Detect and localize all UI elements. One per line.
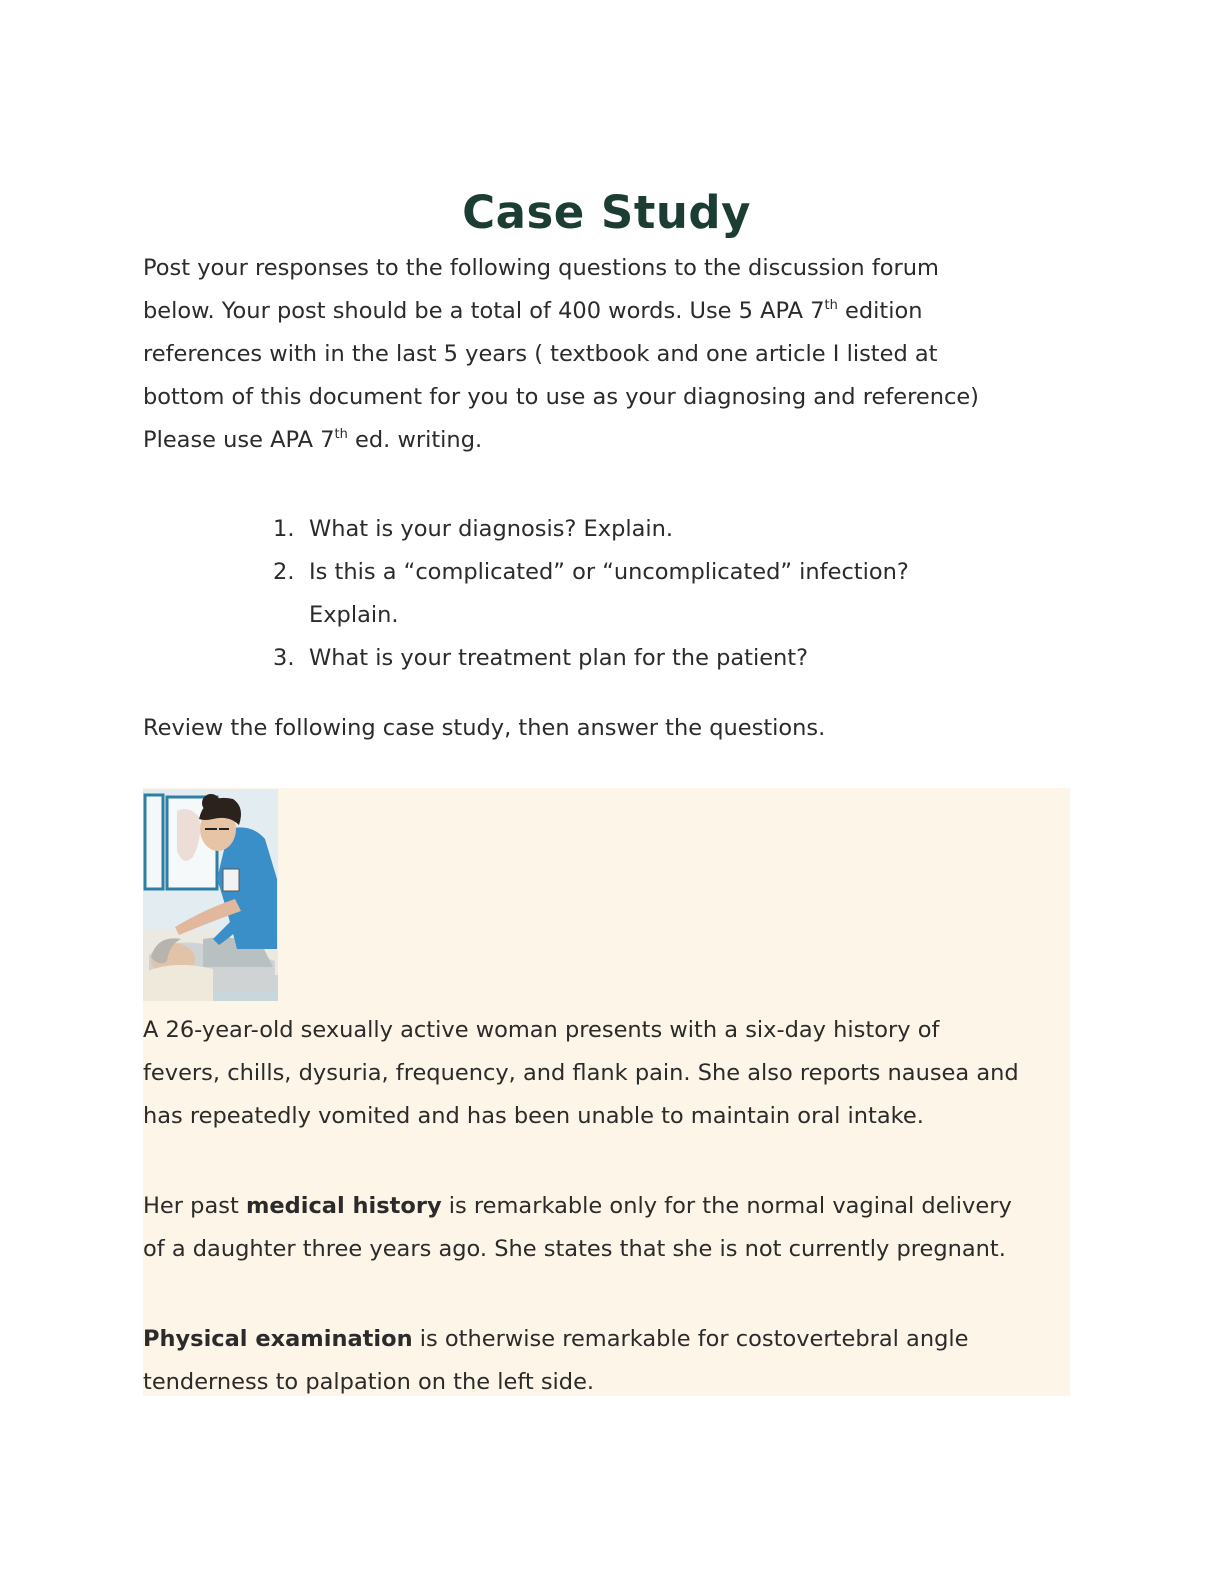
intro-text: Please use APA 7 bbox=[143, 427, 335, 453]
case-text: is otherwise remarkable for costovertebral angle bbox=[412, 1326, 969, 1352]
case-line: of a daughter three years ago. She states that she is not currently pregnant. bbox=[143, 1236, 1006, 1262]
question-item bbox=[273, 637, 969, 680]
question-item bbox=[273, 508, 969, 551]
question-text: What is your diagnosis? Explain. bbox=[309, 516, 674, 542]
question-text: Is this a “complicated” or “uncomplicated” infection? bbox=[309, 559, 909, 585]
question-text: Explain. bbox=[309, 602, 399, 628]
intro-line: references with in the last 5 years ( textbook and one article I listed at bbox=[143, 341, 938, 367]
case-line: fevers, chills, dysuria, frequency, and flank pain. She also reports nausea and bbox=[143, 1060, 1019, 1086]
case-line bbox=[143, 1318, 1070, 1361]
case-text: is remarkable only for the normal vaginal delivery bbox=[441, 1193, 1012, 1219]
case-line: A 26-year-old sexually active woman presents with a six-day history of bbox=[143, 1017, 940, 1043]
intro-line bbox=[143, 419, 1043, 462]
question-text: What is your treatment plan for the patient? bbox=[309, 645, 809, 671]
question-list bbox=[273, 508, 969, 680]
page-title: Case Study bbox=[462, 186, 751, 239]
case-study-box bbox=[143, 788, 1070, 1396]
bold-term: medical history bbox=[245, 1193, 442, 1219]
question-item bbox=[273, 551, 969, 637]
intro-text: ed. writing. bbox=[347, 427, 483, 453]
case-line: tenderness to palpation on the left side. bbox=[143, 1369, 595, 1395]
patient-exam-photo bbox=[143, 789, 278, 1001]
question-number: 1. bbox=[273, 516, 295, 542]
intro-text: edition bbox=[837, 298, 923, 324]
intro-paragraph bbox=[143, 247, 1043, 462]
case-presentation-paragraph bbox=[143, 1009, 1070, 1138]
intro-line: Post your responses to the following questions to the discussion forum bbox=[143, 255, 939, 281]
physical-exam-paragraph bbox=[143, 1318, 1070, 1404]
question-number: 2. bbox=[273, 559, 295, 585]
question-number: 3. bbox=[273, 645, 295, 671]
case-text: Her past bbox=[143, 1193, 246, 1219]
intro-line: bottom of this document for you to use as your diagnosing and reference) bbox=[143, 384, 979, 410]
review-instruction: Review the following case study, then answer the questions. bbox=[143, 715, 826, 741]
intro-text: below. Your post should be a total of 400 words. Use 5 APA 7 bbox=[143, 298, 825, 324]
medical-history-paragraph bbox=[143, 1185, 1070, 1271]
intro-line bbox=[143, 290, 1043, 333]
bold-term: Physical examination bbox=[143, 1326, 413, 1352]
case-line: has repeatedly vomited and has been unable to maintain oral intake. bbox=[143, 1103, 924, 1129]
superscript: th bbox=[824, 297, 838, 313]
case-line bbox=[143, 1185, 1070, 1228]
photo-illustration bbox=[143, 789, 278, 1001]
superscript: th bbox=[334, 426, 348, 442]
